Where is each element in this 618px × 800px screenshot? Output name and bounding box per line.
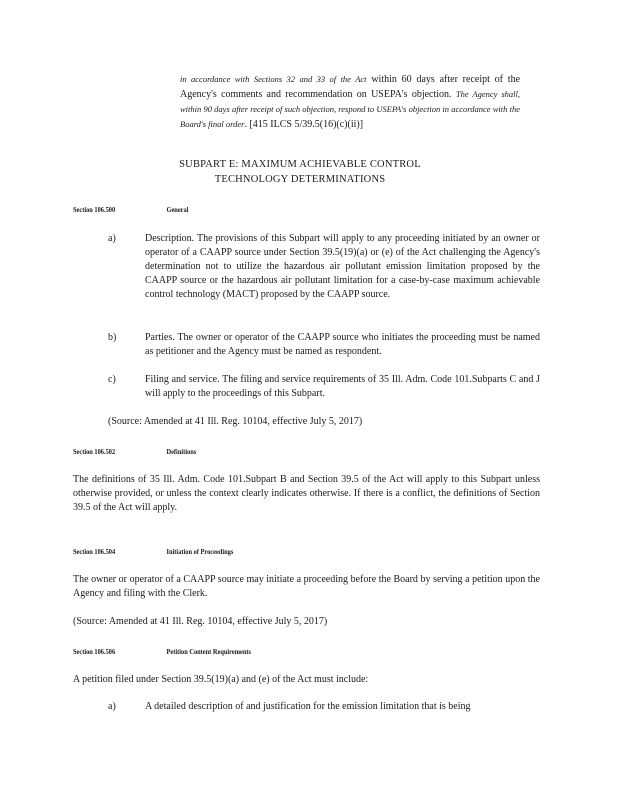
section-heading-106-502 — [73, 447, 196, 456]
section-title: Definitions — [166, 447, 197, 456]
petition-paragraph: A petition filed under Section 39.5(19)(a) and (e) of the Act must include: — [73, 674, 369, 685]
item-label-a: a) — [108, 701, 116, 712]
section-number: Section 106.502 — [73, 447, 116, 456]
source-note: (Source: Amended at 41 Ill. Reg. 10104, effective July 5, 2017) — [108, 416, 363, 427]
definitions-paragraph: The definitions of 35 Ill. Adm. Code 101.Subpart B and Section 39.5 of the Act will apply to this Subpart unless otherwise provided, or unless the context clearly indicates otherwise. If there is a conflict, the definitions of Section 39.5 of the Act will apply. — [73, 474, 540, 513]
intro-plain-a: within 60 days after receipt of the Agency's comments and recommendation on USEPA's objection. — [180, 74, 521, 100]
section-number: Section 106.504 — [73, 547, 116, 556]
section-number: Section 106.500 — [73, 205, 116, 214]
item-label-c: c) — [108, 374, 116, 385]
section-title: Petition Content Requirements — [166, 647, 252, 656]
section-number: Section 106.506 — [73, 647, 116, 656]
subpart-heading — [150, 157, 450, 187]
item-text-description: Description. The provisions of this Subpart will apply to any proceeding initiated by an owner or operator of a CAAPP source under Section 39.5(19)(a) or (e) of the Act challenging the Agency's determination not to utilize the hazardous air pollutant emission limitation proposed by the CAAPP source or the hazardous air pollutant limitation for a case-by-case maximum achievable control technology (MACT) proposed by the CAAPP source. — [145, 233, 540, 300]
item-text-parties: Parties. The owner or operator of the CAAPP source who initiates the proceeding must be named as petitioner and the Agency must be named as respondent. — [145, 332, 540, 357]
initiation-paragraph: The owner or operator of a CAAPP source may initiate a proceeding before the Board by serving a petition upon the Agency and filing with the Clerk. — [73, 574, 540, 599]
section-heading-106-500 — [73, 205, 188, 214]
item-text-filing: Filing and service. The filing and service requirements of 35 Ill. Adm. Code 101.Subparts C and J will apply to the proceedings of this Subpart. — [145, 374, 540, 399]
item-text-detailed-description: A detailed description of and justification for the emission limitation that is being — [145, 701, 471, 712]
item-label-b: b) — [108, 332, 117, 343]
source-note: (Source: Amended at 41 Ill. Reg. 10104, effective July 5, 2017) — [73, 616, 328, 627]
intro-italic-a: in accordance with Sections 32 and 33 of the Act — [180, 74, 367, 84]
intro-plain-b: . [415 ILCS 5/39.5(16)(c)(ii)] — [244, 119, 364, 130]
section-heading-106-506 — [73, 647, 251, 656]
section-heading-106-504 — [73, 547, 233, 556]
intro-italic-b: The Agency shall, within 90 days after receipt of such objection, respond to USEPA's objection in accordance with the Board's final order — [180, 89, 520, 129]
item-label-a: a) — [108, 233, 116, 244]
section-title: General — [166, 205, 189, 214]
subpart-heading-line1: SUBPART E: MAXIMUM ACHIEVABLE CONTROL — [179, 159, 421, 170]
section-title: Initiation of Proceedings — [166, 547, 234, 556]
intro-paragraph — [180, 72, 520, 132]
subpart-heading-line2: TECHNOLOGY DETERMINATIONS — [214, 174, 386, 185]
